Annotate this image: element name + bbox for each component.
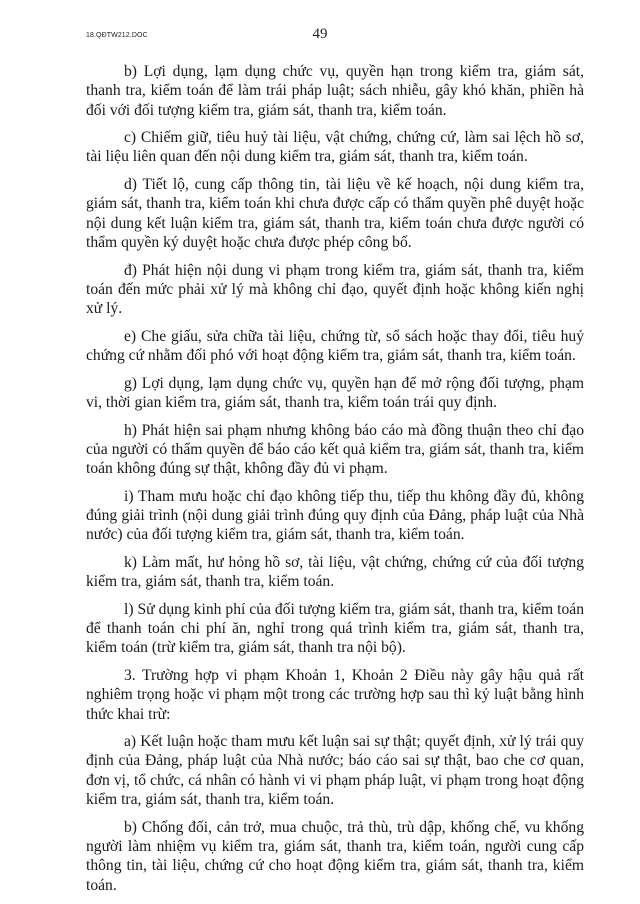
paragraph-k-losing-records: k) Làm mất, hư hỏng hồ sơ, tài liệu, vật chứng, chứng cứ của đối tượng kiểm tra, giám sát, thanh tra, kiểm toán.: [86, 553, 584, 591]
paragraph-g-expanding-scope: g) Lợi dụng, lạm dụng chức vụ, quyền hạn để mở rộng đối tượng, phạm vi, thời gian kiểm tra, giám sát, thanh tra, kiểm toán trái quy định.: [86, 374, 584, 411]
document-code: 18.QĐTW212.DOC: [86, 32, 148, 39]
paragraph-dd-not-handling-violations: đ) Phát hiện nội dung vi phạm trong kiểm tra, giám sát, thanh tra, kiểm toán đến mức phải xử lý mà không chỉ đạo, quyết định hoặc không kiến nghị xử lý.: [86, 261, 584, 318]
paragraph-l-misusing-funds: l) Sử dụng kinh phí của đối tượng kiểm tra, giám sát, thanh tra, kiểm toán để thanh toán chi phí ăn, nghỉ trong quá trình kiểm tra, giám sát, thanh tra, kiểm toán (trừ kiểm tra, giám sát, thanh tra nội bộ).: [86, 600, 584, 657]
paragraph-i-rejecting-explanations: i) Tham mưu hoặc chỉ đạo không tiếp thu, tiếp thu không đầy đủ, không đúng giải trình (nội dung giải trình đúng quy định của Đảng, pháp luật của Nhà nước) của đối tượng kiểm tra, giám sát, thanh tra, kiểm toán.: [86, 487, 584, 544]
paragraph-d-disclosing-information: d) Tiết lộ, cung cấp thông tin, tài liệu về kế hoạch, nội dung kiểm tra, giám sát, thanh tra, kiểm toán khi chưa được cấp có thẩm quyền phê duyệt hoặc nội dung kết luận kiểm tra, giám sát, thanh tra, kiểm toán chưa được người có thẩm quyền ký duyệt hoặc chưa được phép công bố.: [86, 176, 584, 251]
paragraph-3b-obstruction: b) Chống đối, cản trở, mua chuộc, trả thù, trù dập, khống chế, vu khống người làm nhiệm vụ kiểm tra, giám sát, thanh tra, kiểm toán, người cung cấp thông tin, tài liệu, chứng cứ cho hoạt động kiểm tra, giám sát, thanh tra, kiểm toán.: [86, 818, 584, 894]
document-body: [86, 62, 584, 903]
paragraph-3-expulsion: 3. Trường hợp vi phạm Khoản 1, Khoản 2 Điều này gây hậu quả rất nghiêm trọng hoặc vi phạm một trong các trường hợp sau thì kỷ luật bằng hình thức khai trừ:: [86, 666, 584, 723]
paragraph-c-withholding-documents: c) Chiếm giữ, tiêu huỷ tài liệu, vật chứng, chứng cứ, làm sai lệch hồ sơ, tài liệu liên quan đến nội dung kiểm tra, giám sát, thanh tra, kiểm toán.: [86, 129, 584, 166]
page-number: 49: [312, 26, 328, 42]
paragraph-h-false-reporting: h) Phát hiện sai phạm nhưng không báo cáo mà đồng thuận theo chỉ đạo của người có thẩm quyền để báo cáo kết quả kiểm tra, giám sát, thanh tra, kiểm toán không đúng sự thật, không đầy đủ vi phạm.: [86, 421, 584, 478]
paragraph-b-abuse-of-power: b) Lợi dụng, lạm dụng chức vụ, quyền hạn trong kiểm tra, giám sát, thanh tra, kiểm toán để làm trái pháp luật; sách nhiễu, gây khó khăn, phiền hà đối với đối tượng kiểm tra, giám sát, thanh tra, kiểm toán.: [86, 63, 584, 119]
paragraph-e-concealing-evidence: e) Che giấu, sửa chữa tài liệu, chứng từ, sổ sách hoặc thay đổi, tiêu huỷ chứng cứ nhằm đối phó với hoạt động kiểm tra, giám sát, thanh tra, kiểm toán.: [86, 327, 584, 365]
paragraph-3a-false-conclusions: a) Kết luận hoặc tham mưu kết luận sai sự thật; quyết định, xử lý trái quy định của Đảng, pháp luật của Nhà nước; báo cáo sai sự thật, bao che cơ quan, đơn vị, tổ chức, cá nhân có hành vi vi phạm pháp luật, vi phạm trong hoạt động kiểm tra, giám sát, thanh tra, kiểm toán.: [86, 733, 584, 809]
